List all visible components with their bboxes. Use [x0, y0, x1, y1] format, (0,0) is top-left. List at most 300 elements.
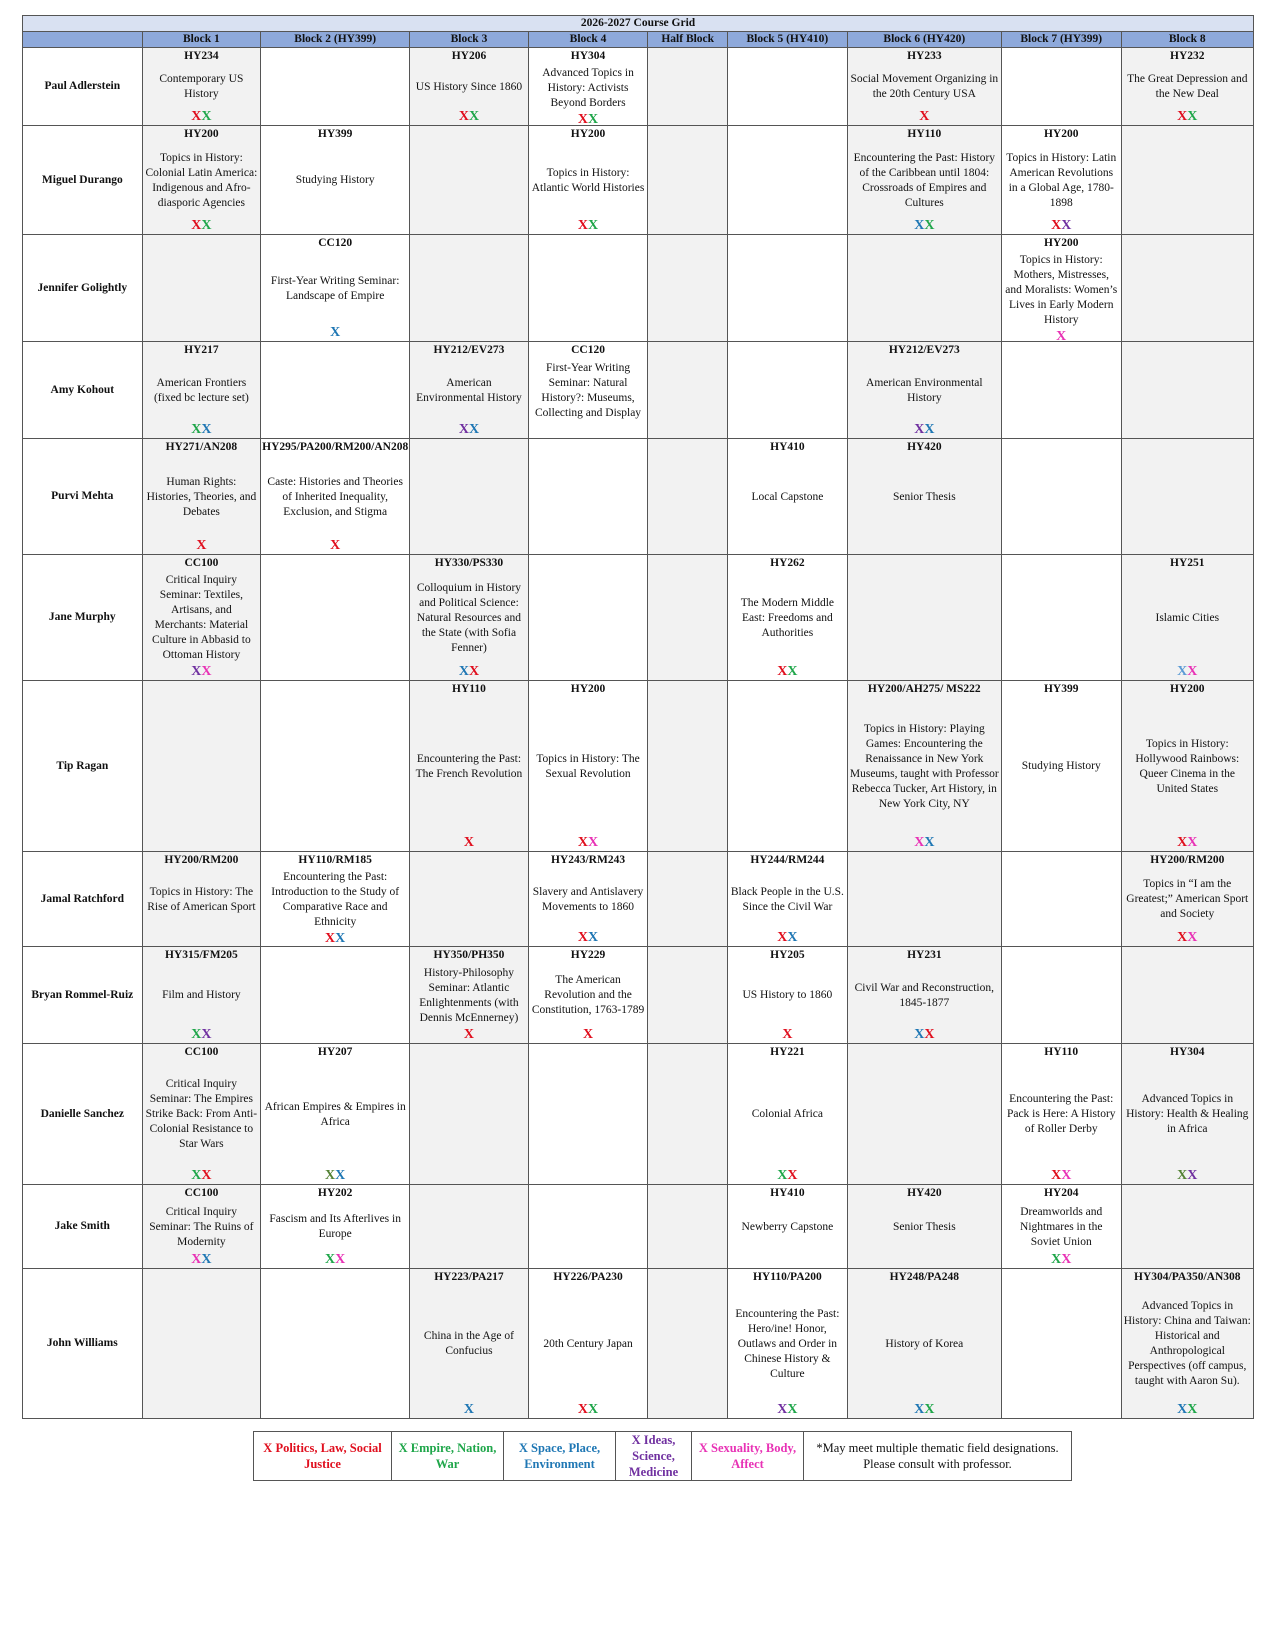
faculty-row — [23, 681, 1254, 852]
course-code: HY200/AH275/ MS222 — [867, 683, 981, 695]
thematic-marks — [191, 110, 211, 124]
thematic-mark-blue: X — [914, 1027, 925, 1042]
thematic-mark-blue: X — [924, 835, 935, 850]
course-title: Black People in the U.S. Since the Civil War — [730, 885, 844, 913]
thematic-marks — [914, 423, 934, 437]
course-title: Dreamworlds and Nightmares in the Soviet Union — [1020, 1205, 1103, 1248]
course-entry — [531, 343, 646, 437]
empty-cell — [528, 555, 648, 681]
course-title: Senior Thesis — [892, 490, 956, 503]
course-entry — [850, 127, 999, 233]
course-code: HY229 — [570, 949, 606, 961]
course-title: 20th Century Japan — [543, 1337, 633, 1350]
course-code: HY212/EV273 — [888, 344, 960, 356]
thematic-mark-red: X — [782, 1027, 793, 1042]
course-entry — [850, 49, 999, 124]
thematic-marks — [919, 110, 929, 124]
empty-cell — [728, 126, 848, 235]
thematic-marks — [459, 110, 479, 124]
course-code: HY233 — [907, 50, 942, 62]
course-title: Critical Inquiry Seminar: The Empires Strike Back: From Anti-Colonial Resistance to Star Wars — [145, 1078, 258, 1150]
course-title: Newberry Capstone — [741, 1220, 834, 1233]
course-cell — [728, 1269, 848, 1419]
faculty-row — [23, 439, 1254, 555]
course-code: HY420 — [907, 1187, 942, 1199]
course-entry — [412, 49, 526, 124]
thematic-mark-blue: X — [201, 1252, 212, 1267]
empty-cell — [261, 48, 410, 126]
faculty-name: Bryan Rommel-Ruiz — [23, 947, 143, 1044]
thematic-mark-red: X — [777, 930, 788, 945]
thematic-mark-pink: X — [1061, 1168, 1072, 1183]
thematic-marks — [1056, 330, 1066, 344]
faculty-name: Purvi Mehta — [23, 439, 143, 555]
course-entry — [730, 1045, 845, 1183]
course-code: HY399 — [1043, 683, 1079, 695]
course-cell — [142, 1044, 261, 1185]
course-cell — [728, 555, 848, 681]
thematic-marks — [777, 1403, 797, 1417]
course-entry — [531, 49, 646, 127]
thematic-mark-green: X — [1187, 109, 1198, 124]
course-code: HY200 — [1043, 237, 1079, 249]
faculty-name: Amy Kohout — [23, 342, 143, 439]
thematic-mark-red: X — [201, 1168, 212, 1183]
thematic-mark-red: X — [577, 1402, 589, 1417]
course-code: HY207 — [317, 1046, 353, 1058]
empty-cell — [728, 235, 848, 342]
faculty-name: Jamal Ratchford — [23, 852, 143, 947]
course-title: Senior Thesis — [892, 1220, 956, 1233]
empty-cell — [261, 681, 410, 852]
thematic-marks — [191, 1028, 211, 1042]
thematic-mark-green: X — [191, 422, 202, 437]
course-entry — [850, 948, 999, 1042]
course-cell — [261, 439, 410, 555]
thematic-mark-olive: X — [1177, 1168, 1188, 1183]
course-title: Topics in History: Atlantic World Histories — [531, 166, 645, 194]
faculty-row — [23, 1269, 1254, 1419]
thematic-marks — [1177, 110, 1197, 124]
thematic-mark-purple: X — [201, 1027, 212, 1042]
thematic-marks — [191, 423, 211, 437]
course-cell — [1121, 48, 1253, 126]
thematic-marks — [464, 1403, 474, 1417]
thematic-mark-green: X — [201, 218, 212, 233]
course-code: HY350/PH350 — [433, 949, 505, 961]
thematic-marks — [191, 219, 211, 233]
thematic-mark-green: X — [777, 1168, 788, 1183]
thematic-mark-blue: X — [330, 325, 341, 340]
thematic-mark-green: X — [924, 1402, 935, 1417]
empty-cell — [1001, 1269, 1121, 1419]
thematic-marks — [1177, 665, 1197, 679]
course-entry — [1004, 236, 1119, 344]
thematic-mark-red: X — [468, 664, 480, 679]
column-header: Half Block — [648, 32, 728, 48]
course-entry — [850, 343, 999, 437]
faculty-row — [23, 852, 1254, 947]
empty-cell — [142, 1269, 261, 1419]
course-entry — [145, 853, 259, 945]
course-title: Topics in History: The Rise of American Sport — [147, 885, 256, 913]
course-code: HY315/FM205 — [164, 949, 238, 961]
thematic-marks — [1051, 1253, 1071, 1267]
course-entry — [145, 440, 259, 553]
course-cell — [528, 1269, 648, 1419]
thematic-marks — [1177, 1169, 1197, 1183]
thematic-marks — [459, 665, 479, 679]
course-cell — [728, 1185, 848, 1269]
course-cell — [847, 126, 1001, 235]
course-cell — [1001, 126, 1121, 235]
course-title: Film and History — [162, 989, 241, 1001]
course-entry — [412, 948, 526, 1042]
course-code: HY206 — [451, 50, 487, 62]
faculty-row — [23, 947, 1254, 1044]
course-code: HY248/PA248 — [889, 1271, 960, 1283]
column-header: Block 3 — [410, 32, 529, 48]
course-entry — [145, 127, 259, 233]
empty-cell — [648, 235, 728, 342]
course-code: HY251 — [1170, 557, 1205, 569]
course-entry — [145, 556, 259, 679]
course-code: HY110/PA200 — [752, 1271, 822, 1283]
empty-cell — [1001, 48, 1121, 126]
course-cell — [410, 48, 529, 126]
empty-cell — [1121, 1185, 1253, 1269]
empty-cell — [410, 1185, 529, 1269]
thematic-mark-pink: X — [588, 835, 599, 850]
faculty-row — [23, 342, 1254, 439]
course-code: HY420 — [907, 441, 942, 453]
course-code: HY304/PA350/AN308 — [1134, 1271, 1241, 1283]
thematic-marks — [1177, 836, 1197, 850]
faculty-row — [23, 1044, 1254, 1185]
empty-cell — [1121, 235, 1253, 342]
course-title: Critical Inquiry Seminar: The Ruins of Modernity — [149, 1205, 254, 1248]
course-code: HY200/RM200 — [164, 854, 239, 866]
empty-cell — [648, 1044, 728, 1185]
course-entry — [1004, 1045, 1119, 1183]
empty-cell — [528, 1185, 648, 1269]
course-code: CC120 — [318, 237, 353, 249]
thematic-mark-purple: X — [458, 422, 469, 437]
empty-cell — [528, 439, 648, 555]
course-title: Topics in History: Mothers, Mistresses, and Moralists: Women’s Lives in Early Modern History — [1005, 254, 1118, 326]
course-title: Colonial Africa — [751, 1108, 823, 1120]
grid-title: 2026-2027 Course Grid — [23, 16, 1254, 32]
course-entry — [412, 556, 526, 679]
thematic-marks — [459, 423, 479, 437]
course-title: Contemporary US History — [159, 73, 244, 100]
course-entry — [412, 343, 526, 437]
thematic-marks — [1051, 219, 1071, 233]
course-code: HY399 — [317, 128, 353, 140]
legend-row — [254, 1432, 1072, 1481]
empty-cell — [410, 235, 529, 342]
thematic-mark-blue: X — [914, 1402, 925, 1417]
empty-cell — [410, 126, 529, 235]
thematic-mark-red: X — [924, 1027, 935, 1042]
thematic-mark-red: X — [1051, 218, 1062, 233]
course-cell — [728, 439, 848, 555]
faculty-name: John Williams — [23, 1269, 143, 1419]
thematic-mark-green: X — [325, 1252, 336, 1267]
course-code: HY271/AN208 — [165, 441, 238, 453]
course-cell — [261, 126, 410, 235]
faculty-row — [23, 235, 1254, 342]
column-header-blank — [23, 32, 143, 48]
faculty-row — [23, 555, 1254, 681]
thematic-marks — [191, 1253, 211, 1267]
faculty-name: Jane Murphy — [23, 555, 143, 681]
empty-cell — [648, 1185, 728, 1269]
course-entry — [1124, 1045, 1251, 1183]
thematic-mark-pink: X — [335, 1252, 346, 1267]
course-title: Encountering the Past: Introduction to the Study of Comparative Race and Ethnicity — [271, 871, 400, 928]
course-code: HY202 — [317, 1187, 353, 1199]
thematic-marks — [777, 1169, 797, 1183]
thematic-mark-olive: X — [325, 1168, 336, 1183]
course-cell — [847, 947, 1001, 1044]
thematic-marks — [914, 1028, 934, 1042]
thematic-mark-red: X — [191, 109, 202, 124]
course-cell — [410, 342, 529, 439]
empty-cell — [410, 439, 529, 555]
course-entry — [531, 682, 646, 850]
course-cell — [528, 947, 648, 1044]
empty-cell — [1001, 852, 1121, 947]
thematic-mark-blue: X — [335, 1168, 346, 1183]
course-cell — [1121, 1044, 1253, 1185]
grid-body — [23, 48, 1254, 1419]
legend-item — [504, 1432, 616, 1481]
thematic-marks — [191, 1169, 211, 1183]
course-code: HY205 — [770, 949, 805, 961]
thematic-mark-purple: X — [1187, 1168, 1198, 1183]
thematic-mark-green: X — [1051, 1252, 1062, 1267]
course-title: The Great Depression and the New Deal — [1127, 73, 1248, 100]
course-entry — [412, 682, 526, 850]
course-cell — [847, 439, 1001, 555]
course-title: The Modern Middle East: Freedoms and Authorities — [740, 596, 835, 639]
course-cell — [1121, 852, 1253, 947]
thematic-mark-blue: X — [914, 218, 925, 233]
thematic-mark-pink: X — [1187, 835, 1198, 850]
course-cell — [728, 1044, 848, 1185]
empty-cell — [728, 48, 848, 126]
course-cell — [528, 126, 648, 235]
course-entry — [145, 343, 259, 437]
legend-label: Politics, Law, Social Justice — [275, 1441, 382, 1471]
legend-item — [254, 1432, 392, 1481]
thematic-mark-red: X — [1177, 835, 1188, 850]
course-cell — [528, 681, 648, 852]
course-entry — [1004, 1186, 1119, 1267]
legend-mark: X — [698, 1441, 708, 1455]
course-code: HY243/RM243 — [550, 854, 626, 866]
course-title: History of Korea — [885, 1337, 964, 1350]
course-code: HY231 — [907, 949, 942, 961]
course-title: US History to 1860 — [742, 989, 833, 1001]
course-cell — [410, 947, 529, 1044]
column-header: Block 7 (HY399) — [1001, 32, 1121, 48]
legend-label: Ideas, Science, Medicine — [628, 1433, 679, 1479]
course-entry — [1004, 127, 1119, 233]
thematic-mark-red: X — [787, 1168, 798, 1183]
course-cell — [1121, 555, 1253, 681]
course-code: HY410 — [770, 1187, 805, 1199]
empty-cell — [261, 1269, 410, 1419]
empty-cell — [847, 555, 1001, 681]
course-code: HY226/PA230 — [553, 1271, 623, 1283]
thematic-mark-red: X — [458, 109, 469, 124]
thematic-mark-pink: X — [201, 664, 212, 679]
course-title: Topics in History: Playing Games: Encountering the Renaissance in New York Museums, taught with Professor Rebecca Tucker, Art History, in New York City, NY — [849, 722, 999, 810]
faculty-row — [23, 48, 1254, 126]
empty-cell — [1001, 947, 1121, 1044]
course-title: American Frontiers (fixed bc lecture set) — [153, 376, 249, 404]
course-title: Advanced Topics in History: Health & Healing in Africa — [1126, 1093, 1249, 1135]
course-entry — [850, 1270, 999, 1417]
empty-cell — [847, 852, 1001, 947]
course-code: HY110/RM185 — [298, 854, 372, 866]
thematic-marks — [325, 932, 345, 946]
faculty-name: Danielle Sanchez — [23, 1044, 143, 1185]
course-cell — [528, 342, 648, 439]
thematic-mark-green: X — [468, 109, 480, 124]
empty-cell — [847, 1044, 1001, 1185]
course-cell — [847, 48, 1001, 126]
course-title: Social Movement Organizing in the 20th Century USA — [850, 73, 999, 100]
course-cell — [528, 852, 648, 947]
course-code: HY110 — [1044, 1046, 1079, 1058]
column-header: Block 8 — [1121, 32, 1253, 48]
course-title: Topics in History: Colonial Latin America: Indigenous and Afro-diasporic Agencies — [145, 151, 258, 209]
course-cell — [142, 342, 261, 439]
thematic-mark-pink: X — [1061, 1252, 1072, 1267]
course-title: Studying History — [295, 174, 375, 186]
faculty-row — [23, 1185, 1254, 1269]
thematic-marks — [464, 836, 474, 850]
course-cell — [1121, 1269, 1253, 1419]
thematic-marks — [330, 539, 340, 553]
thematic-mark-green: X — [588, 1402, 599, 1417]
legend-label: Empire, Nation, War — [410, 1441, 497, 1471]
thematic-mark-red: X — [463, 1027, 475, 1042]
course-entry — [263, 236, 407, 340]
course-entry — [145, 948, 259, 1042]
faculty-row — [23, 126, 1254, 235]
course-cell — [847, 1269, 1001, 1419]
course-title: Caste: Histories and Theories of Inherited Inequality, Exclusion, and Stigma — [267, 475, 403, 518]
thematic-marks — [578, 1403, 598, 1417]
course-cell — [410, 555, 529, 681]
course-code: HY304 — [570, 50, 606, 62]
course-title: Encountering the Past: Pack is Here: A History of Roller Derby — [1006, 1093, 1116, 1135]
course-entry — [145, 1045, 259, 1183]
thematic-mark-purple: X — [914, 422, 925, 437]
thematic-marks — [191, 665, 211, 679]
empty-cell — [648, 852, 728, 947]
thematic-marks — [1051, 1169, 1071, 1183]
course-title: China in the Age of Confucius — [423, 1330, 514, 1357]
course-code: HY200 — [1043, 128, 1079, 140]
course-cell — [410, 1269, 529, 1419]
course-cell — [261, 852, 410, 947]
course-entry — [730, 1270, 845, 1417]
empty-cell — [261, 555, 410, 681]
thematic-marks — [578, 113, 598, 127]
empty-cell — [1121, 126, 1253, 235]
thematic-marks — [196, 539, 206, 553]
thematic-marks — [325, 1169, 345, 1183]
course-code: HY223/PA217 — [434, 1271, 504, 1283]
column-header: Block 1 — [142, 32, 261, 48]
course-entry — [730, 948, 845, 1042]
course-title: Human Rights: Histories, Theories, and Debates — [146, 475, 257, 518]
legend-item — [692, 1432, 804, 1481]
empty-cell — [142, 235, 261, 342]
thematic-mark-red: X — [463, 835, 475, 850]
course-code: HY212/EV273 — [433, 344, 505, 356]
thematic-mark-green: X — [588, 218, 599, 233]
course-code: HY110 — [452, 683, 486, 695]
thematic-marks — [914, 219, 934, 233]
empty-cell — [528, 1044, 648, 1185]
thematic-mark-blue: X — [463, 1402, 475, 1417]
course-cell — [261, 1185, 410, 1269]
course-code: CC100 — [184, 1046, 219, 1058]
course-title: Local Capstone — [751, 490, 824, 503]
course-title: US History Since 1860 — [415, 80, 523, 93]
thematic-mark-red: X — [1051, 1168, 1062, 1183]
course-cell — [1001, 681, 1121, 852]
course-entry — [263, 1045, 407, 1183]
column-headers — [23, 32, 1254, 48]
empty-cell — [261, 947, 410, 1044]
course-code: HY330/PS330 — [434, 557, 504, 569]
course-code: HY410 — [770, 441, 805, 453]
thematic-mark-green: X — [191, 1168, 202, 1183]
thematic-mark-green: X — [787, 1402, 798, 1417]
course-title: Encountering the Past: The French Revolution — [415, 752, 523, 780]
thematic-marks — [583, 1028, 593, 1042]
course-cell — [1001, 235, 1121, 342]
course-code: HY217 — [184, 344, 219, 356]
thematic-mark-green: X — [924, 218, 935, 233]
thematic-mark-blue: X — [1177, 1402, 1188, 1417]
course-code: CC100 — [184, 557, 219, 569]
course-title: Topics in History: The Sexual Revolution — [536, 752, 640, 780]
course-code: HY244/RM244 — [750, 854, 825, 866]
course-cell — [410, 681, 529, 852]
thematic-marks — [914, 1403, 934, 1417]
course-entry — [531, 1270, 646, 1417]
course-title: Fascism and Its Afterlives in Europe — [269, 1213, 401, 1240]
course-entry — [531, 853, 646, 945]
thematic-mark-red: X — [777, 664, 788, 679]
legend-note: *May meet multiple thematic field designations. Please consult with professor. — [804, 1432, 1072, 1481]
thematic-marks — [782, 1028, 792, 1042]
thematic-mark-red: X — [191, 218, 202, 233]
thematic-mark-red: X — [582, 1027, 594, 1042]
course-code: HY295/PA200/RM200/AN208 — [262, 441, 409, 453]
thematic-mark-red: X — [577, 930, 589, 945]
thematic-mark-blue: X — [924, 422, 935, 437]
empty-cell — [728, 342, 848, 439]
